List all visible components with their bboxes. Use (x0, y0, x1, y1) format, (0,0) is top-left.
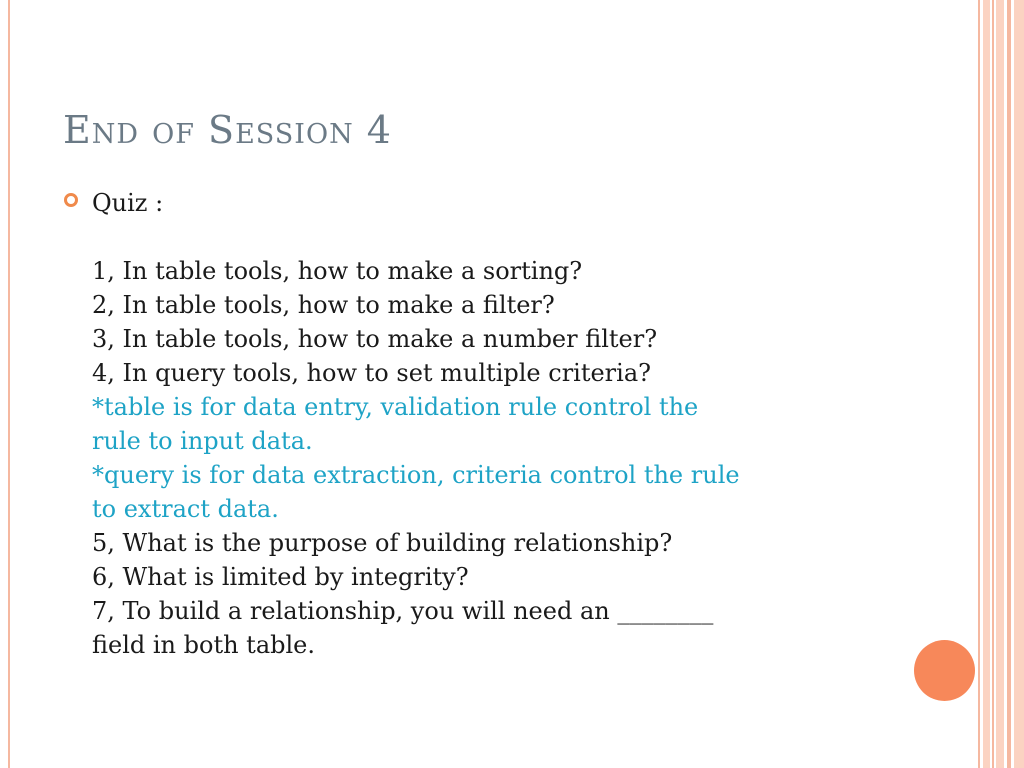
right-decor-stripe (1014, 0, 1024, 768)
note-line: *query is for data extraction, criteria control the rule (92, 461, 740, 489)
question-line: 7, To build a relationship, you will need an ________ (92, 597, 714, 625)
question-line: 5, What is the purpose of building relationship? (92, 529, 673, 557)
note-line: *table is for data entry, validation rule control the (92, 393, 699, 421)
slide-body (92, 186, 892, 662)
right-decor-stripe (1007, 0, 1011, 768)
question-line: 6, What is limited by integrity? (92, 563, 469, 591)
note-line: rule to input data. (92, 427, 313, 455)
blank-line (92, 220, 892, 254)
quiz-label: Quiz : (92, 189, 164, 217)
question-line: 1, In table tools, how to make a sorting? (92, 257, 583, 285)
left-border-line (8, 0, 10, 768)
question-line: 3, In table tools, how to make a number filter? (92, 325, 658, 353)
right-decor-stripe (996, 0, 1004, 768)
decorative-circle (914, 640, 975, 701)
right-decor-stripe (978, 0, 980, 768)
slide-title: End of Session 4 (63, 108, 392, 152)
note-line: to extract data. (92, 495, 279, 523)
question-line: field in both table. (92, 631, 316, 659)
question-line: 2, In table tools, how to make a filter? (92, 291, 555, 319)
right-decor-stripe (992, 0, 994, 768)
bullet-circle-icon (64, 193, 78, 207)
right-decor-stripe (983, 0, 990, 768)
question-line: 4, In query tools, how to set multiple criteria? (92, 359, 652, 387)
